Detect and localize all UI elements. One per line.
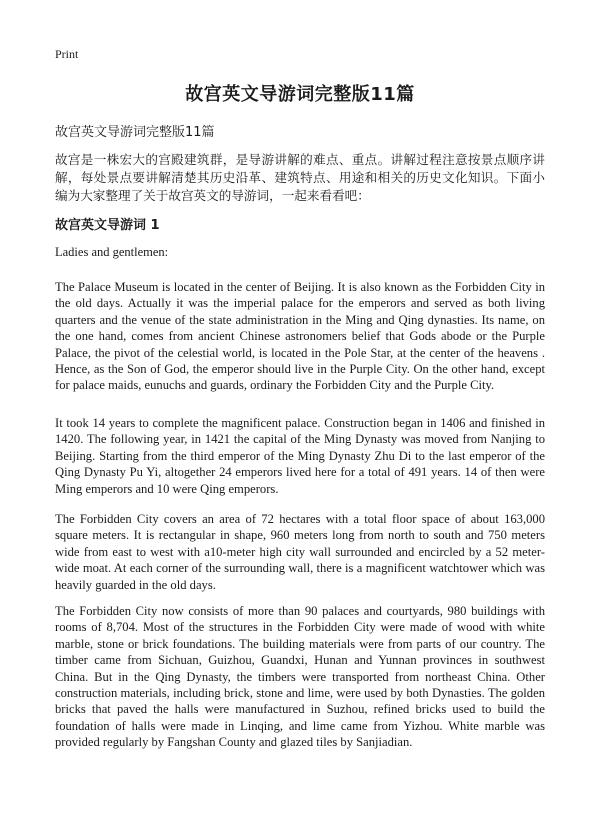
body-paragraph-2: It took 14 years to complete the magnificent palace. Construction began in 1406 and finished in 1420. The following year, in 1421 the capital of the Ming Dynasty was moved from Nanjing to Beijing. Starting from the third emperor of the Ming Dynasty Zhu Di to the last emperor of the Qing Dynasty Pu Yi, altogether 24 emperors lived here for a total of 491 years. 14 of then were Ming emperors and 10 were Qing emperors. xyxy=(55,416,545,496)
intro-paragraph: 故宫是一株宏大的宫殿建筑群，是导游讲解的难点、重点。讲解过程注意按景点顺序讲解，每处景点要讲解清楚其历史沿革、建筑特点、用途和相关的历史文化知识。下面小编为大家整理了关于故宫英文的导游词，一起来看看吧： xyxy=(55,152,545,203)
body-paragraph-3: The Forbidden City covers an area of 72 hectares with a total floor space of about 163,000 square meters. It is rectangular in shape, 960 meters long from north to south and 750 meters wide from east to west with a10-meter high city wall surrounded and encircled by a 52 meter-wide moat. At each corner of the surrounding wall, there is a magnificent watchtower which was heavily guarded in the old days. xyxy=(55,512,545,592)
body-paragraph-4: The Forbidden City now consists of more than 90 palaces and courtyards, 980 buildings with rooms of 8,704. Most of the structures in the Forbidden City were made of wood with white marble, stone or brick foundations. The building materials were from parts of our country. The timber came from Sichuan, Guizhou, Guandxi, Hunan and Yunnan provinces in southwest China. But in the Qing Dynasty, the timbers were transported from northeast China. Other construction materials, including brick, stone and lime, were used by both Dynasties. The golden bricks that paved the halls were manufactured in Suzhou, refined bricks used to build the foundation of halls were made in Linqing, and lime came from Yizhou. White marble was provided regularly by Fangshan County and glazed tiles by Sanjiadian. xyxy=(55,604,545,750)
body-paragraph-1: The Palace Museum is located in the center of Beijing. It is also known as the Forbidden City in the old days. Actually it was the imperial palace for the emperors and served as both living quarters and the venue of the state administration in the Ming and Qing dynasties. Its name, on the one hand, comes from ancient Chinese astronomers belief that Gods abode or the Purple Palace, the pivot of the celestial world, is located in the Pole Star, at the center of the heavens . Hence, as the Son of God, the emperor should live in the Purple City. On the other hand, except for palace maids, eunuchs and guards, ordinary the Forbidden City and the Purple City. xyxy=(55,280,545,393)
section-heading: 故宫英文导游词 1 xyxy=(55,218,160,233)
print-link[interactable]: Print xyxy=(55,47,79,61)
page-title: 故宫英文导游词完整版11篇 xyxy=(185,84,415,105)
greeting-text: Ladies and gentlemen: xyxy=(55,245,169,259)
document-subtitle: 故宫英文导游词完整版11篇 xyxy=(55,125,215,140)
